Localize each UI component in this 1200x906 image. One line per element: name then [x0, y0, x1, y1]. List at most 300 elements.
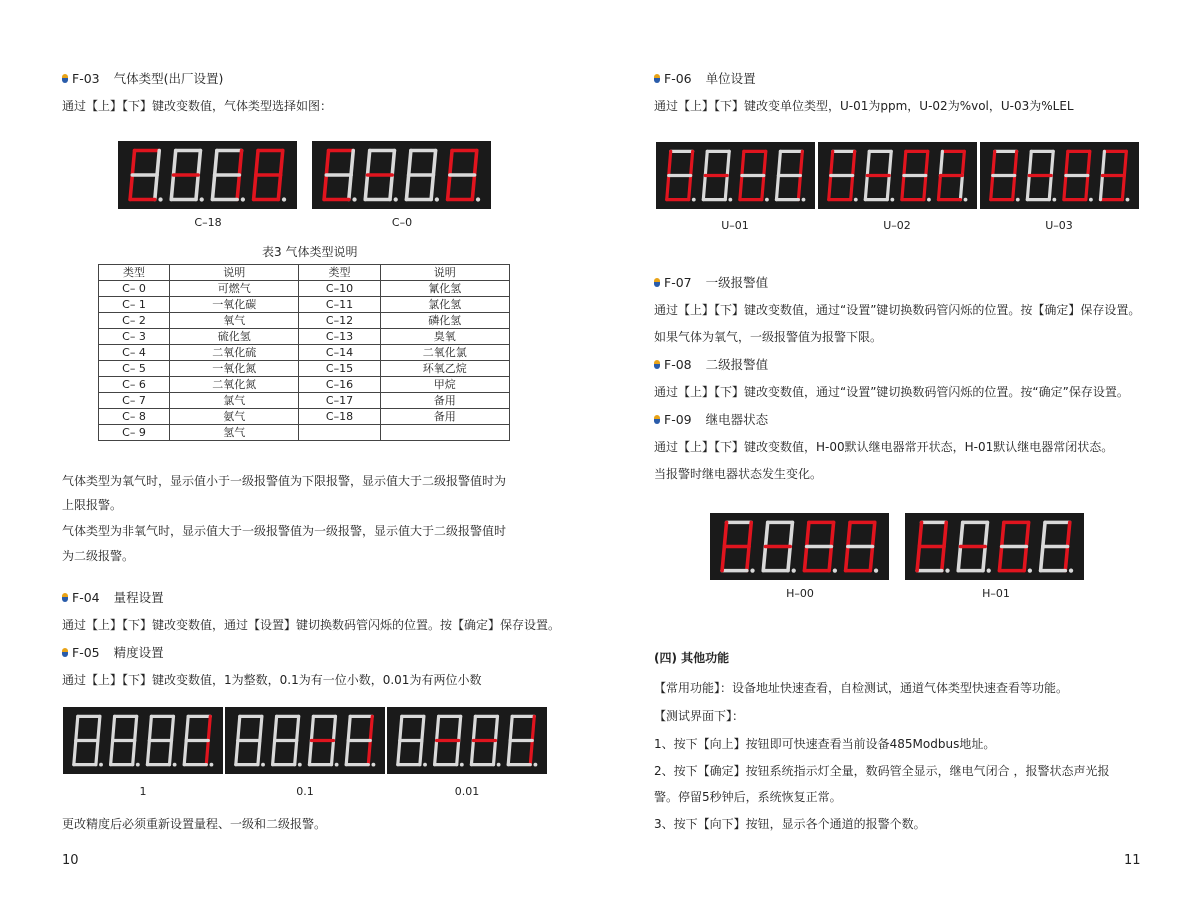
- led-segment: [763, 547, 765, 571]
- led-segment: [459, 716, 461, 740]
- led-segment: [867, 151, 869, 175]
- bullet-icon: [654, 360, 660, 369]
- led-decimal-point: [158, 197, 162, 201]
- led-segment: [324, 175, 326, 199]
- led-segment: [1024, 547, 1026, 571]
- led-segment: [351, 151, 353, 175]
- led-segment: [367, 151, 369, 175]
- table-cell: C– 8: [99, 409, 170, 425]
- led-segment: [938, 176, 940, 200]
- led-decimal-point: [435, 197, 439, 201]
- led-segment: [749, 522, 751, 546]
- led-segment: [392, 151, 394, 175]
- led-decimal-point: [99, 763, 103, 767]
- table-header-row: [99, 265, 510, 281]
- led-segment: [420, 741, 422, 765]
- f05-code: F-05: [72, 644, 100, 660]
- table-cell: 甲烷: [380, 377, 509, 393]
- led-segment: [831, 522, 833, 546]
- led-segment: [256, 151, 258, 175]
- led-segment: [958, 547, 960, 571]
- led-display-precision-1: [63, 707, 223, 774]
- led-segment: [829, 547, 831, 571]
- bullet-icon: [654, 74, 660, 83]
- led-segment: [689, 176, 691, 200]
- test-item-2-line2: 警。停留5秒钟后，系统恢复正常。: [654, 790, 842, 804]
- led-segment: [798, 176, 800, 200]
- led-segment: [171, 175, 173, 199]
- table-cell: C– 3: [99, 329, 170, 345]
- table-cell: 氯化氢: [380, 297, 509, 313]
- led-segment: [765, 522, 767, 546]
- f07-description-line1: 通过【上】【下】键改变数值，通过“设置”键切换数码管闪烁的位置。按【确定】保存设置。: [654, 303, 1141, 317]
- led-segment: [76, 716, 78, 740]
- table-row: [99, 377, 510, 393]
- led-decimal-point: [874, 568, 878, 572]
- led-decimal-point: [200, 197, 204, 201]
- led-segment: [1068, 522, 1070, 546]
- led-segment: [239, 151, 241, 175]
- led-decimal-point: [854, 198, 858, 202]
- led-decimal-point: [1069, 568, 1073, 572]
- page-number-left: 10: [62, 853, 79, 868]
- led-segment: [346, 741, 348, 765]
- led-segment: [98, 716, 100, 740]
- led-segment: [297, 716, 299, 740]
- caption-u02: U–02: [883, 219, 911, 232]
- f07-code: F-07: [664, 274, 692, 290]
- table-row: [99, 281, 510, 297]
- led-decimal-point: [209, 763, 213, 767]
- f09-description-line1: 通过【上】【下】键改变数值，H-00默认继电器常开状态，H-01默认继电器常闭状态。: [654, 440, 1114, 454]
- f08-heading: [654, 355, 768, 373]
- f03-heading: [62, 69, 223, 87]
- table-cell: 氧气: [170, 313, 299, 329]
- page-number-right: 11: [1124, 853, 1141, 868]
- led-segment: [944, 522, 946, 546]
- led-segment: [365, 175, 367, 199]
- led-segment: [237, 175, 239, 199]
- led-segment: [530, 741, 532, 765]
- led-segment: [171, 716, 173, 740]
- f09-heading: [654, 410, 768, 428]
- led-segment: [991, 176, 993, 200]
- led-decimal-point: [352, 197, 356, 201]
- table-cell: 氯气: [170, 393, 299, 409]
- f05-description: 通过【上】【下】键改变数值，1为整数，0.1为有一位小数，0.01为有两位小数: [62, 673, 482, 687]
- led-segment: [691, 151, 693, 175]
- f09-description-line2: 当报警时继电器状态发生变化。: [654, 467, 823, 481]
- led-segment: [831, 151, 833, 175]
- table-cell: C– 2: [99, 313, 170, 329]
- led-segment: [398, 741, 400, 765]
- led-decimal-point: [927, 198, 931, 202]
- led-segment: [437, 716, 439, 740]
- table-row: [99, 361, 510, 377]
- led-segment: [111, 741, 113, 765]
- f04-description: 通过【上】【下】键改变数值，通过【设置】键切换数码管闪烁的位置。按【确定】保存设置。: [62, 618, 561, 632]
- led-segment: [926, 151, 928, 175]
- led-decimal-point: [692, 198, 696, 202]
- led-segment: [1102, 151, 1104, 175]
- table-cell: C–18: [299, 409, 380, 425]
- led-decimal-point: [987, 568, 991, 572]
- led-display-c0: [312, 141, 491, 209]
- led-segment: [475, 151, 477, 175]
- led-segment: [370, 716, 372, 740]
- led-segment: [1015, 151, 1017, 175]
- table-cell: C– 5: [99, 361, 170, 377]
- led-segment: [1051, 151, 1053, 175]
- bullet-icon: [62, 648, 68, 657]
- table-cell: 备用: [380, 409, 509, 425]
- led-segment: [406, 175, 408, 199]
- led-segment: [667, 176, 669, 200]
- table-row: [99, 425, 510, 441]
- led-segment: [435, 741, 437, 765]
- led-segment: [309, 741, 311, 765]
- led-segment: [433, 151, 435, 175]
- common-functions: 【常用功能】：设备地址快速查看，自检测试，通道气体类型快速查看等功能。: [654, 681, 1069, 695]
- led-segment: [725, 176, 727, 200]
- led-decimal-point: [792, 568, 796, 572]
- led-segment: [1088, 151, 1090, 175]
- table-cell: 一氧化氮: [170, 361, 299, 377]
- table-row: [99, 393, 510, 409]
- led-segment: [1064, 176, 1066, 200]
- led-segment: [471, 741, 473, 765]
- table-cell: [299, 425, 380, 441]
- led-segment: [1049, 176, 1051, 200]
- led-decimal-point: [802, 198, 806, 202]
- led-decimal-point: [394, 197, 398, 201]
- led-segment: [724, 522, 726, 546]
- led-segment: [149, 716, 151, 740]
- f07-description-line2: 如果气体为氧气，一级报警值为报警下限。: [654, 330, 883, 344]
- table-cell: 环氧乙烷: [380, 361, 509, 377]
- led-decimal-point: [371, 763, 375, 767]
- led-segment: [985, 522, 987, 546]
- led-segment: [924, 176, 926, 200]
- f08-title: 二级报警值: [705, 357, 769, 372]
- led-segment: [368, 741, 370, 765]
- f06-heading: [654, 69, 756, 87]
- test-item-2-line1: 2、按下【确定】按钮系统指示灯全量，数码管全显示，继电气闭合 ，报警状态声光报: [654, 764, 1110, 778]
- led-segment: [804, 547, 806, 571]
- bullet-icon: [654, 415, 660, 424]
- table-cell: C– 9: [99, 425, 170, 441]
- led-segment: [510, 716, 512, 740]
- led-segment: [742, 151, 744, 175]
- led-segment: [186, 716, 188, 740]
- table-cell: 磷化氢: [380, 313, 509, 329]
- led-display-h00: [710, 513, 889, 580]
- table-cell: C– 6: [99, 377, 170, 393]
- table-cell: [380, 425, 509, 441]
- led-segment: [942, 547, 944, 571]
- led-decimal-point: [282, 197, 286, 201]
- led-display-u01: [656, 142, 815, 209]
- led-segment: [1002, 522, 1004, 546]
- led-segment: [273, 741, 275, 765]
- led-segment: [157, 151, 159, 175]
- f04-title: 量程设置: [113, 590, 164, 605]
- led-decimal-point: [423, 763, 427, 767]
- led-segment: [887, 176, 889, 200]
- led-segment: [807, 522, 809, 546]
- led-segment: [762, 176, 764, 200]
- led-segment: [705, 151, 707, 175]
- led-decimal-point: [241, 197, 245, 201]
- led-decimal-point: [298, 763, 302, 767]
- header-desc: 说明: [170, 265, 299, 281]
- table-cell: 氨气: [170, 409, 299, 425]
- led-segment: [873, 522, 875, 546]
- led-segment: [983, 547, 985, 571]
- led-segment: [993, 151, 995, 175]
- caption-precision-0-1: 0.1: [296, 785, 314, 798]
- led-segment: [778, 151, 780, 175]
- led-display-precision-0-01: [387, 707, 547, 774]
- led-segment: [281, 151, 283, 175]
- led-segment: [169, 741, 171, 765]
- led-segment: [493, 741, 495, 765]
- table-row: [99, 345, 510, 361]
- f04-code: F-04: [72, 589, 100, 605]
- led-segment: [1043, 522, 1045, 546]
- f03-code: F-03: [72, 70, 100, 86]
- led-segment: [96, 741, 98, 765]
- table-cell: C– 0: [99, 281, 170, 297]
- non-oxygen-note-line1: 气体类型为非氧气时，显示值大于一级报警值为一级报警，显示值大于二级报警值时: [62, 524, 507, 538]
- led-segment: [348, 716, 350, 740]
- led-segment: [727, 151, 729, 175]
- led-segment: [776, 176, 778, 200]
- led-segment: [236, 741, 238, 765]
- table-cell: C– 4: [99, 345, 170, 361]
- led-segment: [940, 151, 942, 175]
- table-cell: 氢气: [170, 425, 299, 441]
- led-segment: [865, 176, 867, 200]
- led-display-u03: [980, 142, 1139, 209]
- led-display-h01: [905, 513, 1084, 580]
- led-segment: [848, 522, 850, 546]
- f05-heading: [62, 643, 164, 661]
- table-title: 表3 气体类型说明: [262, 245, 358, 259]
- led-segment: [472, 175, 474, 199]
- led-decimal-point: [964, 198, 968, 202]
- table-row: [99, 297, 510, 313]
- bullet-icon: [654, 278, 660, 287]
- led-segment: [919, 522, 921, 546]
- f05-title: 精度设置: [113, 645, 164, 660]
- led-decimal-point: [1028, 568, 1032, 572]
- f04-heading: [62, 588, 164, 606]
- led-segment: [258, 741, 260, 765]
- led-segment: [962, 151, 964, 175]
- led-segment: [722, 547, 724, 571]
- led-decimal-point: [460, 763, 464, 767]
- table-cell: C–12: [299, 313, 380, 329]
- table-cell: 硫化氢: [170, 329, 299, 345]
- led-decimal-point: [476, 197, 480, 201]
- led-segment: [133, 741, 135, 765]
- table-cell: C–15: [299, 361, 380, 377]
- led-segment: [917, 547, 919, 571]
- f09-code: F-09: [664, 411, 692, 427]
- test-interface-title: 【测试界面下】：: [654, 709, 745, 723]
- led-decimal-point: [1016, 198, 1020, 202]
- led-segment: [790, 522, 792, 546]
- led-segment: [212, 175, 214, 199]
- caption-u03: U–03: [1045, 219, 1073, 232]
- led-segment: [206, 741, 208, 765]
- table-cell: C–11: [299, 297, 380, 313]
- led-segment: [326, 151, 328, 175]
- led-display-u02: [818, 142, 977, 209]
- test-item-1: 1、按下【向上】按钮即可快速查看当前设备485Modbus地址。: [654, 737, 996, 751]
- led-segment: [508, 741, 510, 765]
- led-decimal-point: [173, 763, 177, 767]
- led-segment: [333, 716, 335, 740]
- table-cell: 二氧化氮: [170, 377, 299, 393]
- f03-title: 气体类型(出厂设置): [113, 71, 224, 86]
- table-cell: C–13: [299, 329, 380, 345]
- led-segment: [1026, 522, 1028, 546]
- caption-u01: U–01: [721, 219, 749, 232]
- caption-c0: C–0: [391, 216, 413, 229]
- led-segment: [409, 151, 411, 175]
- table-cell: 备用: [380, 393, 509, 409]
- led-segment: [851, 176, 853, 200]
- led-segment: [788, 547, 790, 571]
- led-decimal-point: [728, 198, 732, 202]
- led-decimal-point: [750, 568, 754, 572]
- led-decimal-point: [1126, 198, 1130, 202]
- led-segment: [400, 716, 402, 740]
- led-segment: [113, 716, 115, 740]
- led-segment: [390, 175, 392, 199]
- caption-precision-1: 1: [139, 785, 147, 798]
- led-segment: [238, 716, 240, 740]
- led-segment: [960, 522, 962, 546]
- led-segment: [904, 151, 906, 175]
- led-decimal-point: [833, 568, 837, 572]
- led-segment: [1027, 176, 1029, 200]
- led-segment: [155, 175, 157, 199]
- table-body: [99, 281, 510, 441]
- led-segment: [1122, 176, 1124, 200]
- led-decimal-point: [1052, 198, 1056, 202]
- led-segment: [999, 547, 1001, 571]
- led-decimal-point: [890, 198, 894, 202]
- table-cell: C–10: [299, 281, 380, 297]
- f03-description: 通过【上】【下】键改变数值，气体类型选择如图：: [62, 99, 333, 113]
- table-cell: C– 1: [99, 297, 170, 313]
- led-segment: [1086, 176, 1088, 200]
- table-cell: C–17: [299, 393, 380, 409]
- non-oxygen-note-line2: 为二级报警。: [62, 549, 135, 563]
- table-row: [99, 409, 510, 425]
- f07-heading: [654, 273, 768, 291]
- led-decimal-point: [261, 763, 265, 767]
- led-segment: [764, 151, 766, 175]
- led-segment: [450, 151, 452, 175]
- led-segment: [278, 175, 280, 199]
- led-segment: [473, 716, 475, 740]
- table-cell: C– 7: [99, 393, 170, 409]
- table-cell: 臭氧: [380, 329, 509, 345]
- led-segment: [495, 716, 497, 740]
- led-segment: [260, 716, 262, 740]
- led-segment: [457, 741, 459, 765]
- led-segment: [196, 175, 198, 199]
- table-row: [99, 313, 510, 329]
- led-segment: [1065, 547, 1067, 571]
- test-item-3: 3、按下【向下】按钮，显示各个通道的报警个数。: [654, 817, 926, 831]
- led-segment: [208, 716, 210, 740]
- led-segment: [132, 151, 134, 175]
- table-cell: 一氧化碳: [170, 297, 299, 313]
- bullet-icon: [62, 593, 68, 602]
- gas-type-table: [98, 264, 510, 441]
- led-segment: [215, 151, 217, 175]
- led-decimal-point: [945, 568, 949, 572]
- f09-title: 继电器状态: [705, 412, 769, 427]
- oxygen-note-line1: 气体类型为氧气时，显示值小于一级报警值为下限报警，显示值大于二级报警值时为: [62, 474, 507, 488]
- led-segment: [870, 547, 872, 571]
- f06-title: 单位设置: [705, 71, 756, 86]
- led-segment: [902, 176, 904, 200]
- led-segment: [740, 176, 742, 200]
- led-decimal-point: [1089, 198, 1093, 202]
- led-segment: [747, 547, 749, 571]
- table-cell: 二氧化氯: [380, 345, 509, 361]
- led-segment: [254, 175, 256, 199]
- led-display-c18: [118, 141, 297, 209]
- led-segment: [1124, 151, 1126, 175]
- led-segment: [669, 151, 671, 175]
- f08-description: 通过【上】【下】键改变数值，通过“设置”键切换数码管闪烁的位置。按“确定”保存设置。: [654, 385, 1129, 399]
- led-display-precision-0-1: [225, 707, 385, 774]
- caption-c18: C–18: [194, 216, 222, 229]
- led-segment: [198, 151, 200, 175]
- table-cell: 氰化氢: [380, 281, 509, 297]
- section-other-functions: (四) 其他功能: [654, 651, 730, 665]
- f06-description: 通过【上】【下】键改变单位类型，U-01为ppm，U-02为%vol，U-03为%LEL: [654, 99, 1074, 113]
- led-segment: [1066, 151, 1068, 175]
- oxygen-note-line2: 上限报警。: [62, 498, 123, 512]
- led-segment: [1029, 151, 1031, 175]
- led-segment: [184, 741, 186, 765]
- led-segment: [853, 151, 855, 175]
- led-segment: [1013, 176, 1015, 200]
- table-cell: 可燃气: [170, 281, 299, 297]
- table-cell: C–14: [299, 345, 380, 361]
- led-segment: [74, 741, 76, 765]
- led-segment: [311, 716, 313, 740]
- f07-title: 一级报警值: [705, 275, 769, 290]
- header-type: 类型: [299, 265, 380, 281]
- led-segment: [173, 151, 175, 175]
- led-segment: [295, 741, 297, 765]
- led-segment: [829, 176, 831, 200]
- f06-code: F-06: [664, 70, 692, 86]
- led-segment: [331, 741, 333, 765]
- led-segment: [135, 716, 137, 740]
- table-cell: C–16: [299, 377, 380, 393]
- caption-h01: H–01: [982, 587, 1010, 600]
